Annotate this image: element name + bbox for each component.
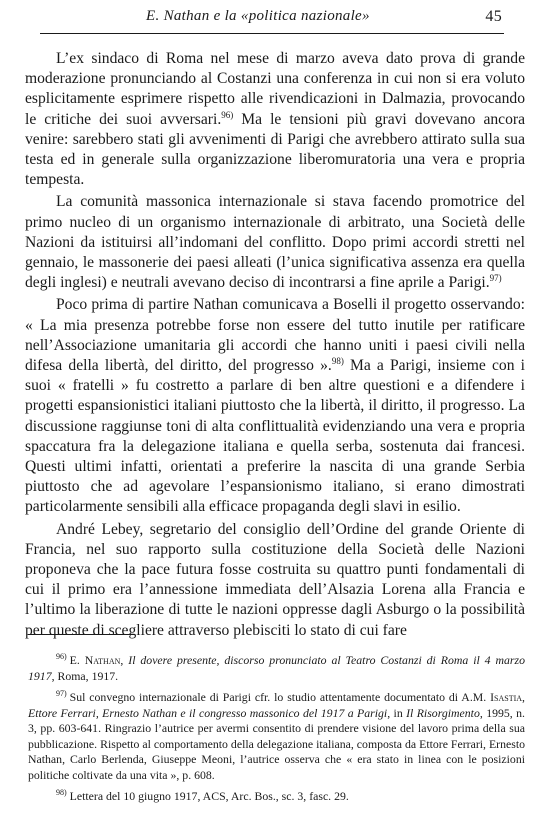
footnote-separator: [28, 634, 135, 635]
footnote: [28, 690, 525, 783]
paragraph: [25, 520, 525, 641]
running-head-title: E. Nathan e la «politica nazionale»: [146, 8, 370, 24]
footnote: [28, 653, 525, 684]
footnote-text: ,: [522, 690, 525, 704]
footnote-text: , 1995, n. 3, pp. 603-641. Ringrazio l’autrice per avermi consentito di prendere visione del lavoro prima della sua pubblicazione. Rispetto al comportamento della delegazione italiana, composta da Ettore Ferrari, Ernesto Nathan, Carlo Berlenda, Giuseppe Meoni, l’autrice osserva che « era stato in linea con le posizioni politiche coltivate da una vita », p. 608.: [28, 705, 525, 782]
footnote-author: E. Nathan: [69, 653, 121, 667]
footnote-title: Ettore Ferrari, Ernesto Nathan e il congresso massonico del 1917 a Parigi: [28, 705, 388, 720]
paragraph-text: Ma a Parigi, insieme con i suoi « fratelli » fu costretto a parlare di ben altre questioni e a difendere i progetti espansionistici italiani piuttosto che la libertà, il diritto, il progresso. La discussione raggiunse toni di alta conflittualità evidenziando una vera e propria spaccatura fra la delegazione italiana e quella serba, sostenuta dai francesi. Questi ultimi infatti, orientati a preferire la nascita di una grande Serbia piuttosto che ad agevolare l’espansionismo italiano, si erano dimostrati particolarmente sensibili alla efficace propaganda degli slavi in esilio.: [25, 357, 525, 516]
paragraph-text: Poco prima di partire Nathan comunicava a Boselli il progetto osservando: « La mia presenza potrebbe forse non essere del tutto inutile per ratificare nell’Associazione umanitaria gli accordi che hanno uniti i paesi civili nella difesa della libertà, del diritto, del progresso ».: [25, 296, 525, 375]
footnote-text: , Roma, 1917.: [51, 668, 119, 683]
running-head: [72, 8, 502, 32]
footnote-text: ,: [120, 653, 129, 667]
footnote: [28, 789, 525, 805]
footnote-reference: 98): [331, 355, 344, 366]
footnote-text: , in: [387, 705, 407, 720]
paragraph: [25, 192, 525, 293]
footnote-number: 96): [56, 652, 67, 662]
header-rule: [40, 33, 504, 34]
paragraph-text: La comunità massonica internazionale si stava facendo promotrice del primo nucleo di un organismo internazionale di arbitrato, una Società delle Nazioni da istituirsi all’indomani del conflitto. Dopo primi accordi stretti nel gennaio, le massonerie dei paesi alleati (l’unica significativa assenza era quella degli inglesi) e neutrali avevano deciso di incontrarsi a fine aprile a Parigi.: [25, 193, 525, 292]
footnote-reference: 96): [221, 109, 234, 120]
footnote-title: Il dovere presente, discorso pronunciato al Teatro Costanzi di Roma il 4 marzo 1917: [28, 653, 525, 683]
footnote-title: Il Risorgimento: [406, 705, 480, 720]
footnotes: [28, 653, 525, 811]
footnote-text: Sul convegno internazionale di Parigi cfr. lo studio attentamente documentato di A.M.: [69, 690, 491, 704]
footnote-reference: 97): [489, 273, 502, 284]
footnote-text: Lettera del 10 giugno 1917, ACS, Arc. Bos., sc. 3, fasc. 29.: [69, 789, 349, 803]
body-text: [25, 49, 525, 641]
page-number: 45: [485, 8, 502, 25]
paragraph: [25, 295, 525, 517]
paragraph: [25, 49, 525, 190]
paragraph-text: André Lebey, segretario del consiglio dell’Ordine del grande Oriente di Francia, nel suo rapporto sulla costituzione della Società delle Nazioni proponeva che la pace futura fosse costruita su quattro punti fondamentali di cui il primo era l’annessione immediata dell’Alsazia Lorena alla Francia e l’ultimo la liberazione di tutte le nazioni oppresse dagli Asburgo o la possibilità per queste di scegliere attraverso plebisciti lo stato di cui fare: [25, 520, 525, 639]
paragraph-text: Ma le tensioni più gravi dovevano ancora venire: sarebbero stati gli avvenimenti di Parigi che avrebbero attirato sulla sua testa ed in generale sulla organizzazione liberomuratoria una vera e propria tempesta.: [25, 110, 525, 189]
footnote-author: Isastia: [490, 690, 523, 704]
footnote-number: 98): [56, 788, 67, 798]
footnote-number: 97): [56, 689, 67, 699]
paragraph-text: L’ex sindaco di Roma nel mese di marzo aveva dato prova di grande moderazione pronunciando al Costanzi una conferenza in cui non si era voluto esplicitamente esprimere rispetto alle rivendicazioni in Dalmazia, provocando le critiche dei suoi avversari.: [25, 50, 525, 128]
